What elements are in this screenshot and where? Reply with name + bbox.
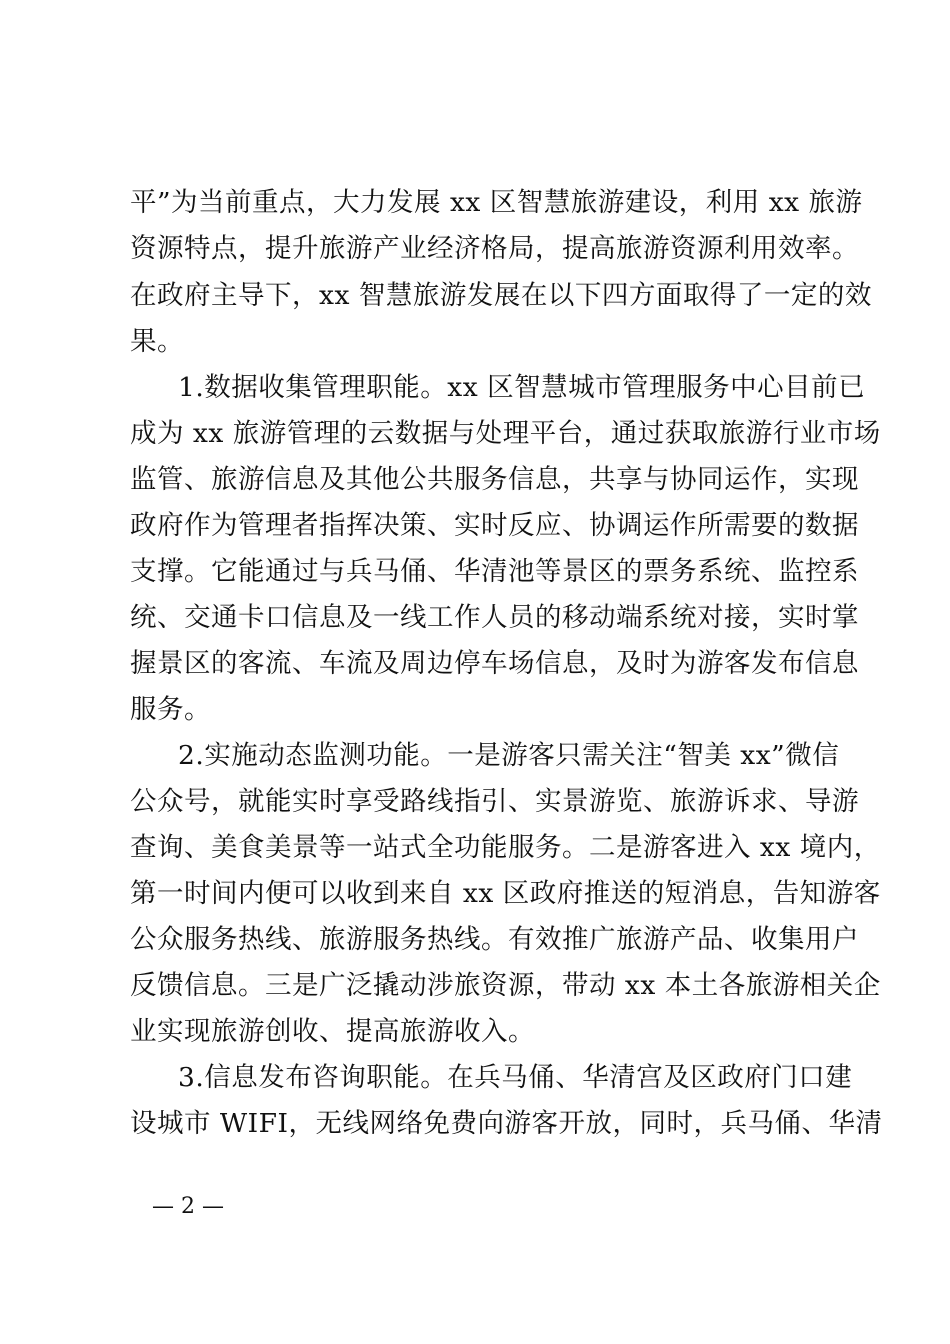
page-number: — 2 — [152, 1194, 224, 1219]
text-line: 平”为当前重点，大力发展 xx 区智慧旅游建设，利用 xx 旅游 [130, 187, 863, 218]
text-line: 服务。 [130, 694, 211, 725]
text-line: 监管、旅游信息及其他公共服务信息，共享与协同运作，实现 [130, 464, 859, 495]
text-line: 果。 [130, 326, 184, 357]
paragraph-heading-line: 2.实施动态监测功能。一是游客只需关注“智美 xx”微信 [178, 740, 840, 771]
paragraph-heading-line: 3.信息发布咨询职能。在兵马俑、华清宫及区政府门口建 [178, 1062, 853, 1093]
paragraph-heading-line: 1.数据收集管理职能。xx 区智慧城市管理服务中心目前已 [178, 372, 866, 403]
text-line: 业实现旅游创收、提高旅游收入。 [130, 1016, 535, 1047]
text-line: 反馈信息。三是广泛撬动涉旅资源，带动 xx 本土各旅游相关企 [130, 970, 881, 1001]
text-line: 公众号，就能实时享受路线指引、实景游览、旅游诉求、导游 [130, 786, 859, 817]
text-line: 公众服务热线、旅游服务热线。有效推广旅游产品、收集用户 [130, 924, 859, 955]
text-line: 握景区的客流、车流及周边停车场信息，及时为游客发布信息 [130, 648, 859, 679]
text-line: 统、交通卡口信息及一线工作人员的移动端系统对接，实时掌 [130, 602, 859, 633]
text-line: 资源特点，提升旅游产业经济格局，提高旅游资源利用效率。 [130, 233, 859, 264]
text-line: 在政府主导下，xx 智慧旅游发展在以下四方面取得了一定的效 [130, 280, 872, 311]
text-line: 支撑。它能通过与兵马俑、华清池等景区的票务系统、监控系 [130, 556, 859, 587]
text-line: 第一时间内便可以收到来自 xx 区政府推送的短消息，告知游客 [130, 878, 881, 909]
text-line: 政府作为管理者指挥决策、实时反应、协调运作所需要的数据 [130, 510, 859, 541]
text-line: 查询、美食美景等一站式全功能服务。二是游客进入 xx 境内， [130, 832, 881, 863]
text-line: 成为 xx 旅游管理的云数据与处理平台，通过获取旅游行业市场 [130, 418, 881, 449]
text-line: 设城市 WIFI，无线网络免费向游客开放，同时，兵马俑、华清 [130, 1108, 883, 1139]
